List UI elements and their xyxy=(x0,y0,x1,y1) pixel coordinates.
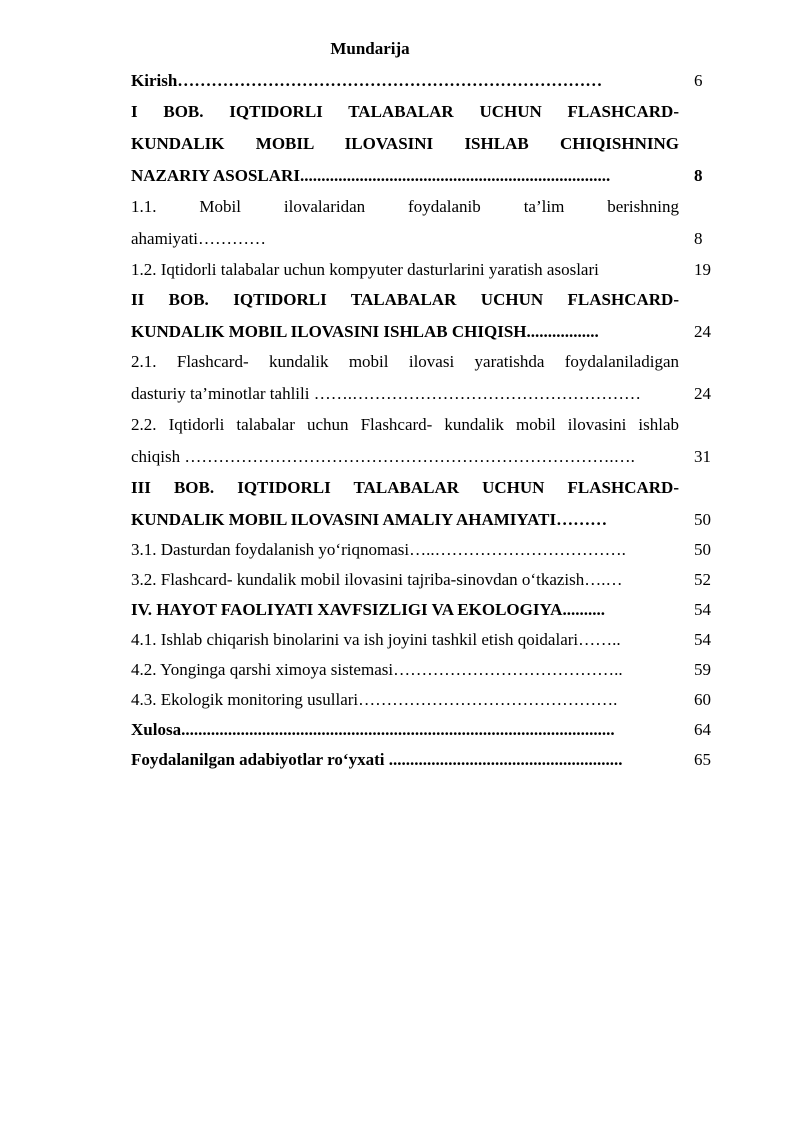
toc-entry-line: Xulosa...................................................................................................... xyxy=(131,720,615,739)
toc-page-number: 59 xyxy=(694,660,711,679)
toc-page-number: 50 xyxy=(694,510,711,529)
toc-entry-line: 1.1. Mobil ilovalaridan foydalanib ta’lim berishning xyxy=(131,197,679,216)
toc-page-number: 60 xyxy=(694,690,711,709)
toc-entry-line: ahamiyati………… xyxy=(131,229,267,248)
toc-title: Mundarija xyxy=(330,39,410,58)
toc-entry-line: chiqish ………………………………………………………………….…. xyxy=(131,447,635,466)
toc-entry-line: Foydalanilgan adabiyotlar ro‘yxati ....................................................... xyxy=(131,750,623,769)
toc-page-number: 54 xyxy=(694,630,711,649)
toc-page-number: 8 xyxy=(694,229,703,248)
toc-entry-line: 4.3. Ekologik monitoring usullari………………………………………. xyxy=(131,690,618,709)
toc-page-number: 6 xyxy=(694,71,703,90)
toc-entry-line: dasturiy ta’minotlar tahlili …….…………………………………………… xyxy=(131,384,641,403)
toc-entry-line: 3.2. Flashcard- kundalik mobil ilovasini tajriba-sinovdan o‘tkazish….… xyxy=(131,570,623,589)
toc-entry-line: 4.2. Yonginga qarshi ximoya sistemasi………………………………….. xyxy=(131,660,623,679)
toc-entry-line: 1.2. Iqtidorli talabalar uchun kompyuter dasturlarini yaratish asoslari xyxy=(131,260,599,279)
toc-page-number: 8 xyxy=(694,166,703,185)
toc-page-number: 19 xyxy=(694,260,711,279)
toc-page-number: 31 xyxy=(694,447,711,466)
toc-entry-line: I BOB. IQTIDORLI TALABALAR UCHUN FLASHCARD- xyxy=(131,102,679,121)
toc-page-number: 65 xyxy=(694,750,711,769)
toc-entry-line: KUNDALIK MOBIL ILOVASINI ISHLAB CHIQISH................. xyxy=(131,322,599,341)
toc-entry-line: 2.2. Iqtidorli talabalar uchun Flashcard- kundalik mobil ilovasini ishlab xyxy=(131,415,679,434)
toc-page-number: 52 xyxy=(694,570,711,589)
toc-entry-line: 2.1. Flashcard- kundalik mobil ilovasi yaratishda foydalaniladigan xyxy=(131,352,679,371)
toc-entry-line: NAZARIY ASOSLARI......................................................................... xyxy=(131,166,611,185)
toc-entry-line: III BOB. IQTIDORLI TALABALAR UCHUN FLASHCARD- xyxy=(131,478,679,497)
toc-entry-line: II BOB. IQTIDORLI TALABALAR UCHUN FLASHCARD- xyxy=(131,290,679,309)
toc-entry-line: IV. HAYOT FAOLIYATI XAVFSIZLIGI VA EKOLOGIYA.......... xyxy=(131,600,605,619)
toc-entry-line: 4.1. Ishlab chiqarish binolarini va ish joyini tashkil etish qoidalari…….. xyxy=(131,630,621,649)
toc-entry-line: KUNDALIK MOBIL ILOVASINI ISHLAB CHIQISHNING xyxy=(131,134,679,153)
toc-entry-line: KUNDALIK MOBIL ILOVASINI AMALIY AHAMIYATI……… xyxy=(131,510,608,529)
toc-entry-line: Kirish………………………………………………………………… xyxy=(131,71,603,90)
toc-page-number: 64 xyxy=(694,720,711,739)
toc-entry-line: 3.1. Dasturdan foydalanish yo‘riqnomasi…..……………………………. xyxy=(131,540,626,559)
toc-page-number: 50 xyxy=(694,540,711,559)
toc-page-number: 54 xyxy=(694,600,711,619)
toc-page-number: 24 xyxy=(694,384,711,403)
toc-page-number: 24 xyxy=(694,322,711,341)
